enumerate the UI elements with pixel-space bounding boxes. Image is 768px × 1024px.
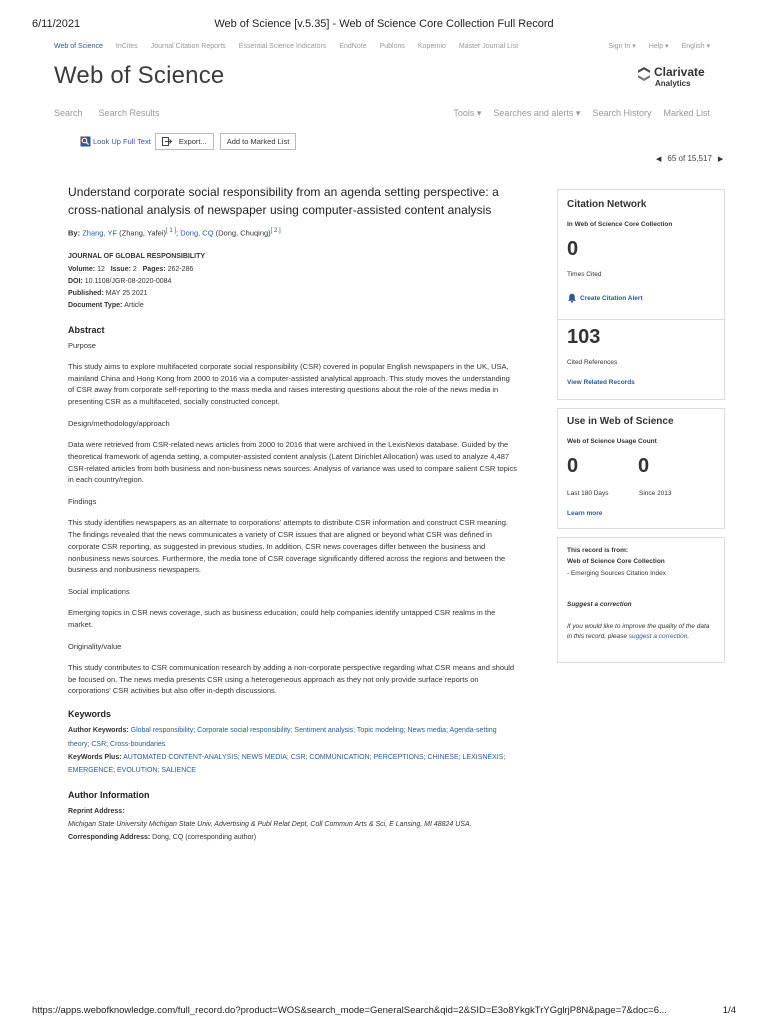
last-180-days-count: 0 — [567, 455, 579, 477]
issue-value: 2 — [132, 265, 137, 273]
published-line — [68, 288, 518, 300]
print-page: 1/4 — [722, 1005, 736, 1016]
doctype-line — [68, 300, 518, 312]
export-label: Export... — [178, 136, 207, 146]
originality-label: Originality/value — [68, 641, 122, 651]
purpose-label: Purpose — [68, 340, 96, 350]
top-nav-incites[interactable]: InCites — [115, 42, 138, 50]
by-label: By: — [68, 228, 81, 238]
suggest-correction-link[interactable]: suggest a correction. — [628, 633, 690, 641]
add-to-marked-list-button[interactable]: Add to Marked List — [220, 133, 297, 150]
print-title: Web of Science [v.5.35] - Web of Science Core Collection Full Record — [214, 18, 554, 30]
total-records: 15,517 — [687, 154, 712, 163]
record-source-panel — [557, 537, 725, 663]
previous-record-icon[interactable]: ◀ — [656, 155, 662, 163]
doi-value: 10.1108/JGR-08-2020-0084 — [84, 277, 172, 285]
language-menu[interactable]: English ▾ — [681, 43, 710, 50]
cited-references-label: Cited References — [567, 359, 618, 366]
search-link[interactable]: Search — [54, 108, 83, 118]
help-menu[interactable]: Help ▾ — [648, 43, 669, 50]
print-date: 6/11/2021 — [32, 18, 81, 30]
pages-label: Pages: — [142, 265, 166, 273]
reprint-address-label: Reprint Address: — [68, 807, 125, 815]
sub-nav — [54, 108, 710, 119]
findings-text: This study identifies newspapers as an alternate to corporations' attempts to distribute CSR information and construct CSR meaning. The findings revealed that the news communicates a variety of CSR issues that are aligned or beyond what CSR was defined in corporate CSR reporting, as suggested in previous studies. In addition, CSR news coverages differ between the business and nonbusiness news sources. Furthermore, the media tone of CSR coverage significantly differed across the regions and between the business and nonbusiness newspapers. — [68, 518, 508, 575]
learn-more-link[interactable]: Learn more — [567, 510, 603, 517]
top-nav-jcr[interactable]: Journal Citation Reports — [150, 42, 226, 50]
suggest-correction-body: If you would like to improve the quality of the data in this record, please — [567, 623, 710, 641]
author-ref-1[interactable]: [ 1 ] — [166, 228, 177, 234]
record-from-label: This record is from: — [567, 547, 629, 554]
create-citation-alert-label: Create Citation Alert — [580, 294, 643, 302]
corresponding-address-line — [68, 831, 518, 844]
clarivate-logo-icon — [636, 66, 652, 82]
author-full-dong: (Dong, Chuqing) — [213, 228, 271, 238]
suggest-correction-text — [567, 622, 715, 643]
keywords-heading: Keywords — [68, 709, 112, 720]
sign-in-menu[interactable]: Sign In ▾ — [608, 43, 636, 50]
social-label: Social implications — [68, 587, 130, 597]
top-nav-endnote[interactable]: EndNote — [339, 42, 367, 50]
doi-line — [68, 276, 518, 288]
doctype-value: Article — [124, 302, 144, 310]
since-2013-label: Since 2013 — [639, 490, 672, 497]
record-collection: Web of Science Core Collection — [567, 558, 665, 565]
volume-line — [68, 264, 518, 276]
published-label: Published: — [68, 290, 104, 298]
top-nav — [54, 40, 710, 52]
pager-of: of — [678, 154, 686, 163]
author-link-dong[interactable]: Dong, CQ — [180, 228, 214, 238]
suggest-correction-heading: Suggest a correction — [567, 601, 632, 608]
look-up-full-text-label: Look Up Full Text — [93, 136, 151, 146]
doctype-label: Document Type: — [68, 302, 123, 310]
print-header — [0, 0, 768, 30]
look-up-full-text-icon — [80, 136, 91, 147]
full-record — [68, 183, 518, 845]
times-cited-count[interactable]: 0 — [567, 238, 579, 260]
keywords-plus-links[interactable]: AUTOMATED CONTENT-ANALYSIS; NEWS MEDIA; CSR; COMMUNICATION; PERCEPTIONS; CHINESE; LEXISNEXIS; EMERGENCE; EVOLUTION; SALIENCE — [68, 754, 506, 775]
top-nav-kopernio[interactable]: Kopernio — [417, 42, 446, 50]
findings-label: Findings — [68, 497, 97, 507]
author-keywords — [68, 724, 518, 751]
current-record: 65 — [667, 154, 677, 163]
look-up-full-text-button[interactable] — [80, 136, 151, 147]
reprint-address: Michigan State University Michigan State Univ, Advertising & Publ Relat Dept, Coll Commun Arts & Sci, E Lansing, MI 48824 USA. — [68, 821, 472, 829]
usage-sub: Web of Science Usage Count — [567, 438, 657, 445]
app-title[interactable]: Web of Science — [54, 62, 225, 89]
logo-sub: Analytics — [655, 79, 691, 88]
last-180-days-label: Last 180 Days — [567, 490, 609, 497]
usage-heading: Use in Web of Science — [567, 416, 674, 427]
print-url: https://apps.webofknowledge.com/full_record.do?product=WOS&search_mode=GeneralSearch&qid=2&SID=E3o8YkgkTrYGglrjP8N&page=7&doc=6... — [32, 1005, 667, 1016]
author-information-heading: Author Information — [68, 789, 150, 800]
create-citation-alert-link[interactable] — [567, 293, 643, 303]
design-label: Design/methodology/approach — [68, 419, 170, 429]
pages-value: 262-286 — [167, 265, 194, 273]
authors — [68, 227, 518, 239]
doi-label: DOI: — [68, 277, 83, 285]
top-nav-master-journal-list[interactable]: Master Journal List — [458, 42, 519, 50]
volume-value: 12 — [97, 265, 105, 273]
corresponding-address-label: Corresponding Address: — [68, 834, 151, 842]
author-full-zhang: (Zhang, Yafei) — [117, 228, 166, 238]
corresponding-address-value: Dong, CQ (corresponding author) — [152, 834, 257, 842]
citation-network-sub: In Web of Science Core Collection — [567, 221, 673, 228]
record-pager — [650, 154, 729, 163]
citation-network-divider — [558, 319, 724, 320]
social-text: Emerging topics in CSR news coverage, such as business education, could help companies identify untapped CSR realms in the market. — [68, 608, 496, 629]
purpose-text: This study aims to explore multifaceted corporate social responsibility (CSR) covered in popular English newspapers in the UK, USA, mainland China and Hong Kong from 2000 to 2016 via a computer-assisted analytical approach. This study moves the understanding of CSR away from corporate self-reporting to the mass media and raises interesting questions about the role of the news media in presenting CSR as a multifaceted, socially constructed concept. — [68, 361, 510, 407]
author-ref-2[interactable]: [ 2 ] — [270, 228, 281, 234]
record-index: - Emerging Sources Citation Index — [567, 570, 666, 577]
keywords-plus — [68, 751, 518, 778]
tools-menu[interactable]: Tools ▾ — [453, 108, 482, 118]
volume-label: Volume: — [68, 265, 96, 273]
author-keywords-links[interactable]: Global responsibility; Corporate social responsibility; Sentiment analysis; Topic modeling; News media; Agenda-setting theory; CSR; Cross-boundaries — [68, 727, 497, 748]
reprint-address-label-line — [68, 805, 518, 818]
citation-network-panel — [557, 189, 725, 400]
top-nav-web-of-science[interactable]: Web of Science — [54, 42, 103, 50]
times-cited-label: Times Cited — [567, 271, 602, 278]
journal-title[interactable]: JOURNAL OF GLOBAL RESPONSIBILITY — [68, 253, 206, 261]
cited-references-count[interactable]: 103 — [567, 326, 601, 348]
marked-list-link[interactable]: Marked List — [663, 108, 710, 118]
search-history-link[interactable]: Search History — [592, 108, 652, 118]
usage-panel — [557, 408, 725, 529]
author-keywords-label: Author Keywords: — [68, 727, 129, 735]
keywords-plus-label: KeyWords Plus: — [68, 754, 122, 762]
record-title: Understand corporate social responsibility from an agenda setting perspective: a cross-national analysis of newspaper using computer-assisted content analysis — [68, 185, 499, 217]
logo-name: Clarivate — [654, 65, 705, 79]
searches-alerts-menu[interactable]: Searches and alerts ▾ — [493, 108, 581, 118]
top-nav-publons[interactable]: Publons — [379, 42, 405, 50]
next-record-icon[interactable]: ▶ — [717, 155, 724, 163]
published-value: MAY 25 2021 — [105, 290, 148, 298]
view-related-records-link[interactable]: View Related Records — [567, 379, 635, 386]
bell-icon — [567, 293, 577, 303]
abstract-heading: Abstract — [68, 324, 105, 335]
record-toolbar — [80, 132, 302, 150]
clarivate-logo[interactable] — [636, 65, 712, 93]
top-nav-esi[interactable]: Essential Science Indicators — [238, 42, 327, 50]
author-link-zhang[interactable]: Zhang, YF — [82, 228, 118, 238]
design-text: Data were retrieved from CSR-related news articles from 2000 to 2016 that were archived in the LexisNexis database. Guided by the theoretical framework of agenda setting, a computer-assisted content analysis (Latent Dirichlet Allocation) was used to analyze 4,487 CSR-related articles from both business and non-business news sources. Analysis of variance was used to compare salient CSR topics in each country/region. — [68, 439, 517, 485]
source-info — [68, 251, 518, 312]
issue-label: Issue: — [110, 265, 131, 273]
originality-text: This study contributes to CSR communication research by adding a non-corporate perspective regarding what CSR means and should be focused on. The news media presents CSR using a heterogeneous approach as they not only provide surface reports on corporations' CSR activities but also offer in-depth discussions. — [68, 662, 515, 696]
search-results-link[interactable]: Search Results — [98, 108, 160, 118]
export-icon — [162, 137, 172, 146]
since-2013-count: 0 — [638, 455, 650, 477]
citation-network-heading: Citation Network — [567, 199, 647, 210]
author-separator: ; — [176, 228, 181, 238]
export-button[interactable] — [155, 133, 214, 150]
